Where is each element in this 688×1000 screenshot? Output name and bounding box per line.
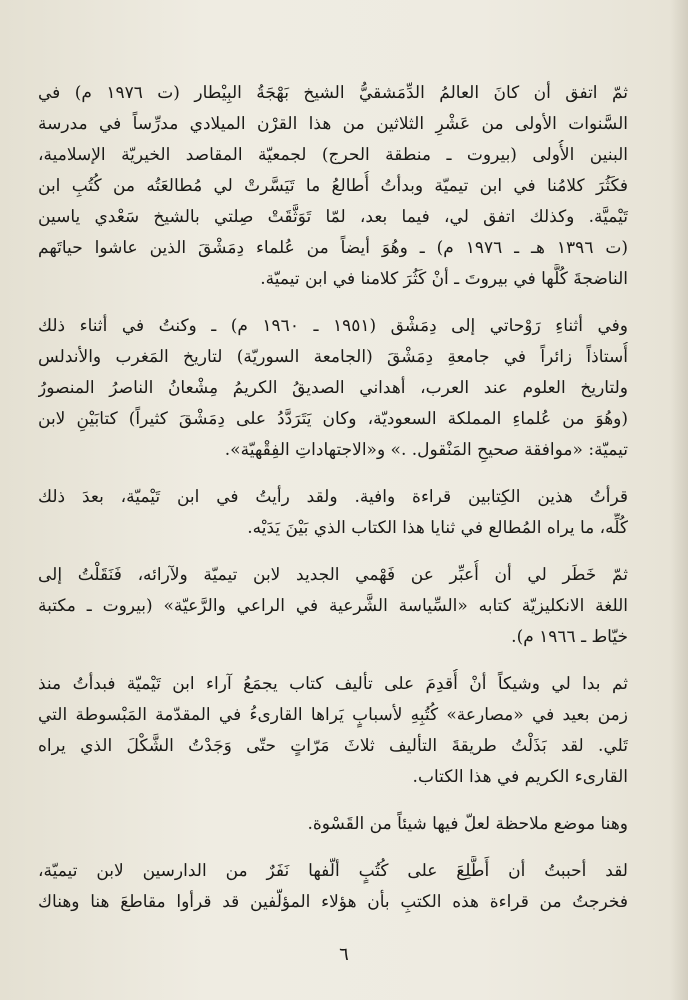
text-line: تَلي. لقد بَذَلْتُ طريقةَ التأليف ثلاثَ مَرّاتٍ حتّى وَجَدْتُ الشَّكْلَ الذي يراه xyxy=(38,736,628,756)
text-line: أُستاذاً زائراً في جامعةِ دِمَشْقَ (الجامعة السوريّة) لتاريخ المَغرب والأندلس xyxy=(38,347,628,367)
text-line: فخرجتُ من قراءة هذه الكتبِ بأن هؤلاء المؤلّفين قد قرأوا مقاطعَ هنا وهناك xyxy=(38,892,628,912)
text-line: البنين الأُولى (بيروت ـ منطقة الحرج) لجمعيّة المقاصد الخيريّة الإسلامية، xyxy=(38,145,628,165)
text-line: كُلِّه، ما يراه المُطالع في ثنايا هذا الكتاب الذي بَيْنَ يَدَيْه. xyxy=(247,518,628,538)
text-line: خيّاط ـ ١٩٦٦ م). xyxy=(511,627,628,647)
text-line: فكَثُرَ كلامُنا في ابن تيميّة وبدأتُ أُطالعُ ما تَيَسَّرتْ لي مُطالعَتُه من كُتُبِ ابن xyxy=(38,176,628,196)
paragraph xyxy=(38,856,628,918)
paragraph xyxy=(38,560,628,653)
paragraph xyxy=(38,78,628,295)
text-line: الناضجةَ كُلَّها في بيروتَ ـ أنْ كَثُرَ كلامنا في ابن تيميّة. xyxy=(260,269,628,289)
text-line: ثمّ خَطَر لي أن أُعبِّر عن فَهْمي الجديد لابن تيميّة ولآرائه، فَنَقَلْتُ إلى xyxy=(38,565,628,585)
text-line: (ت ١٣٩٦ هـ ـ ١٩٧٦ م) ـ وهُوَ أيضاً من عُلماء دِمَشْقَ الذين عاشوا حياتَهم xyxy=(38,238,628,258)
text-line: تيميّة: «موافقة صحيحِ المَنْقول. .» و«الاجتهاداتِ الفِقْهيّة». xyxy=(224,440,628,460)
text-line: زمن بعيد في «مصارعة» كُتُبِهِ لأسبابٍ يَراها القارىءُ في المقدّمة المَبْسوطة التي xyxy=(38,705,628,725)
text-line: ولتاريخ العلوم عند العرب، أهداني الصديقُ الكريمُ مِشْعانُ الناصرُ المنصورُ xyxy=(38,378,628,398)
paragraph xyxy=(38,669,628,793)
paragraph xyxy=(38,809,628,840)
body-text xyxy=(38,78,628,918)
text-line: اللغة الانكليزيّة كتابه «السِّياسة الشَّرعية في الراعي والرَّعيّة» (بيروت ـ مكتبة xyxy=(38,596,628,616)
text-line: وهنا موضع ملاحظة لعلّ فيها شيئاً من القَسْوة. xyxy=(307,814,628,834)
text-line: لقد أحببتُ أن أَطَّلِعَ على كُتُبٍ ألّفها نَفَرٌ من الدارسين لابن تيميّة، xyxy=(38,861,628,881)
text-line: ثمّ اتفق أن كانَ العالمُ الدِّمَشقيُّ الشيخ بَهْجَةُ البِيْطار (ت ١٩٧٦ م) في xyxy=(38,83,628,103)
paragraph xyxy=(38,311,628,466)
text-line: السَّنوات الأولى من عَشْرِ الثلاثين من هذا القرْن الميلادي مدرِّساً في مدرسة xyxy=(38,114,628,134)
text-line: القارىء الكريم في هذا الكتاب. xyxy=(412,767,628,787)
text-line: وفي أثناءِ رَوْحاتي إلى دِمَشْق (١٩٥١ ـ ١٩٦٠ م) ـ وكنتُ في أثناء ذلك xyxy=(38,316,628,336)
text-line: (وهُوَ من عُلماءِ المملكة السعوديّة، وكان يَتَرَدَّدُ على دِمَشْقَ كثيراً) كتابَيْنِ لابن xyxy=(38,409,628,429)
text-line: تَيْميَّة. وكذلك اتفق لي، فيما بعد، لمّا تَوَثَّقَتْ صِلتي بالشيخ سَعْدي ياسين xyxy=(38,207,628,227)
page-edge-shadow xyxy=(670,0,688,1000)
paragraph xyxy=(38,482,628,544)
page-number: ٦ xyxy=(339,944,349,965)
text-line: ثم بدا لي وشيكاً أنْ أُقدِمَ على تأليف كتاب يجمَعُ آراء ابن تَيْميّة فبدأتُ منذ xyxy=(38,674,628,694)
text-line: قرأتُ هذين الكِتابين قراءة وافية. ولقد رأيتُ في ابن تَيْميّة، بعدَ ذلك xyxy=(38,487,628,507)
